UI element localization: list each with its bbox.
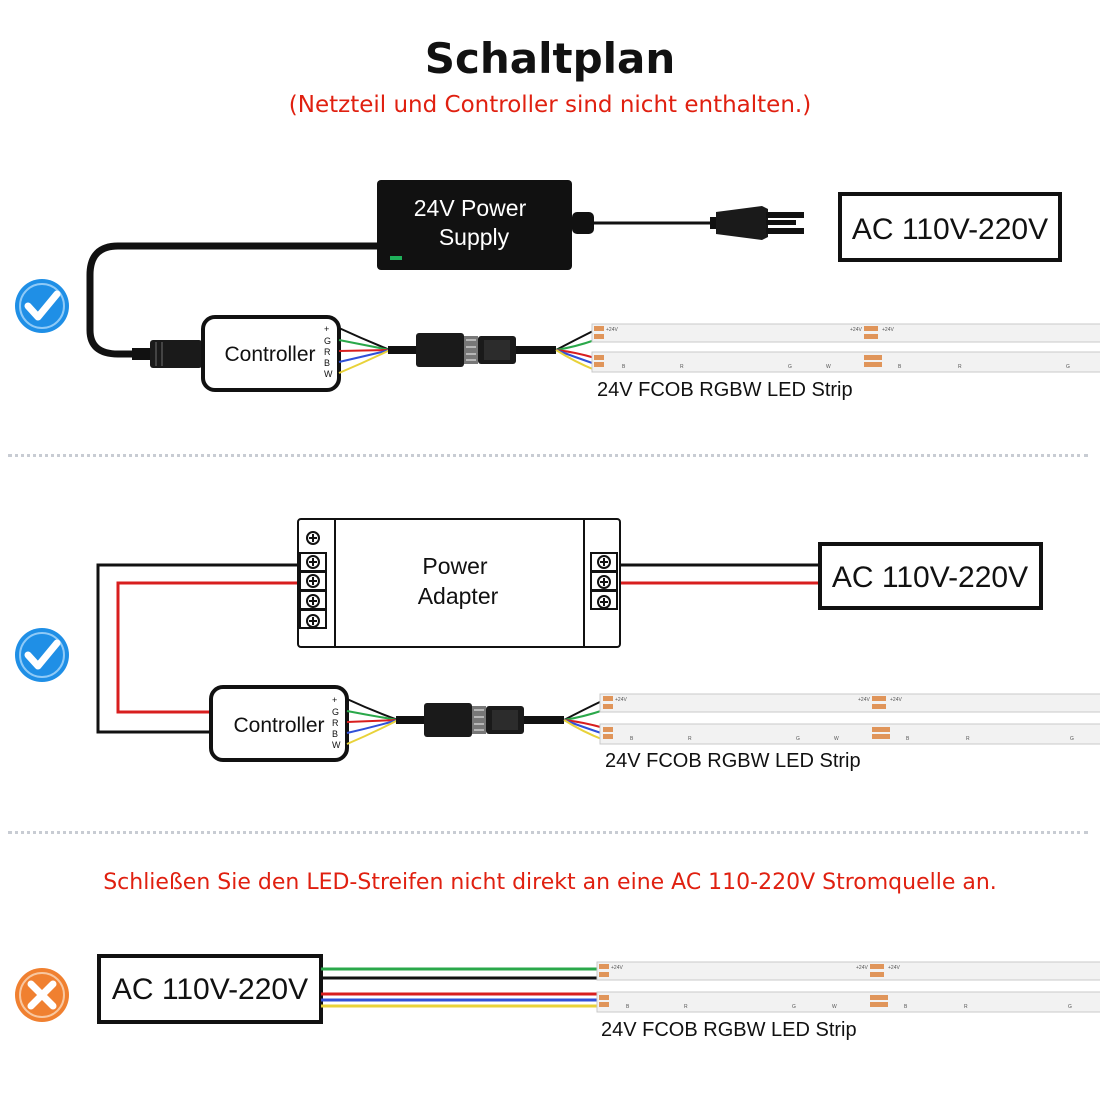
ac-source-box — [840, 194, 1060, 260]
strip-segment-label: G — [796, 736, 800, 742]
controller-pin-r: R — [332, 718, 339, 728]
section-1 — [15, 180, 1100, 401]
strip-segment-label: B — [898, 364, 902, 370]
check-circle-icon — [15, 279, 69, 333]
strip-segment-label: R — [964, 1004, 968, 1010]
power-adapter-label-line2: Adapter — [417, 583, 499, 609]
check-circle-icon — [15, 628, 69, 682]
strip-segment-label: W — [826, 364, 831, 370]
led-strip-label: 24V FCOB RGBW LED Strip — [605, 750, 861, 772]
strip-segment-label: R — [680, 364, 684, 370]
ac-input-wires — [620, 565, 820, 583]
led-strip-label: 24V FCOB RGBW LED Strip — [601, 1019, 857, 1041]
strip-segment-label: G — [1068, 1004, 1072, 1010]
dc-barrel-plug — [132, 340, 202, 368]
section-2 — [15, 519, 1100, 772]
ac-source-box — [820, 544, 1041, 608]
warning-text: Schließen Sie den LED-Streifen nicht direkt an eine AC 110-220V Stromquelle an. — [103, 870, 997, 895]
controller-pin-w: W — [324, 369, 333, 379]
controller-label: Controller — [233, 714, 325, 737]
strip-segment-label: R — [958, 364, 962, 370]
strip-segment-label: G — [788, 364, 792, 370]
strip-pad-label: +24V — [615, 697, 627, 703]
strip-pad-label: +24V — [611, 965, 623, 971]
strip-pad-label: +24V — [606, 327, 618, 333]
controller-pin-b: B — [324, 358, 331, 368]
strip-pad-label: +24V — [888, 965, 900, 971]
led-strip-label: 24V FCOB RGBW LED Strip — [597, 379, 853, 401]
strip-segment-label: W — [832, 1004, 837, 1010]
strip-segment-label: G — [1066, 364, 1070, 370]
strip-pad-label: +24V — [850, 327, 862, 333]
strip-segment-label: B — [904, 1004, 908, 1010]
page-subtitle: (Netzteil und Controller sind nicht enthalten.) — [288, 92, 812, 118]
ac-source-label: AC 110V-220V — [851, 213, 1049, 246]
strip-segment-label: G — [792, 1004, 796, 1010]
controller-pin-g: G — [332, 707, 340, 717]
direct-wires — [321, 969, 600, 1006]
strip-segment-label: B — [630, 736, 634, 742]
strip-segment-label: G — [1070, 736, 1074, 742]
strip-pad-label: +24V — [882, 327, 894, 333]
power-supply-label-line1: 24V Power — [413, 195, 527, 221]
controller — [211, 687, 347, 760]
page-title: Schaltplan — [424, 34, 676, 83]
ac-source-box — [99, 956, 321, 1022]
strip-pad-label: +24V — [890, 697, 902, 703]
power-adapter-label-line1: Power — [422, 553, 488, 579]
strip-pad-label: +24V — [858, 697, 870, 703]
ac-source-label: AC 110V-220V — [831, 561, 1029, 594]
led-strip — [600, 694, 1100, 772]
power-supply-label-line2: Supply — [438, 224, 510, 250]
strip-segment-label: B — [626, 1004, 630, 1010]
strip-segment-label: B — [906, 736, 910, 742]
inline-connector — [396, 703, 564, 737]
strip-segment-label: R — [684, 1004, 688, 1010]
ac-plug — [572, 206, 804, 240]
controller-pin-w: W — [332, 740, 341, 750]
controller-label: Controller — [224, 343, 316, 366]
strip-segment-label: W — [834, 736, 839, 742]
strip-segment-label: R — [688, 736, 692, 742]
led-strip — [592, 324, 1100, 401]
section-3 — [15, 956, 1100, 1041]
strip-segment-label: R — [966, 736, 970, 742]
controller-pin-r: R — [324, 347, 331, 357]
strip-input-wires — [564, 700, 604, 740]
controller-pin-b: B — [332, 729, 339, 739]
controller-output-wires — [339, 328, 390, 373]
strip-pad-label: +24V — [856, 965, 868, 971]
cross-circle-icon — [15, 968, 69, 1022]
strip-input-wires — [556, 330, 595, 370]
controller-pin-plus: + — [324, 324, 330, 334]
led-strip — [597, 962, 1100, 1041]
power-supply-24v — [377, 180, 572, 270]
controller-pin-plus: + — [332, 695, 338, 705]
controller — [203, 317, 339, 390]
controller-pin-g: G — [324, 336, 332, 346]
ac-source-label: AC 110V-220V — [111, 973, 309, 1006]
strip-segment-label: B — [622, 364, 626, 370]
inline-connector — [388, 333, 556, 367]
power-adapter — [298, 519, 620, 647]
controller-output-wires — [347, 699, 398, 744]
